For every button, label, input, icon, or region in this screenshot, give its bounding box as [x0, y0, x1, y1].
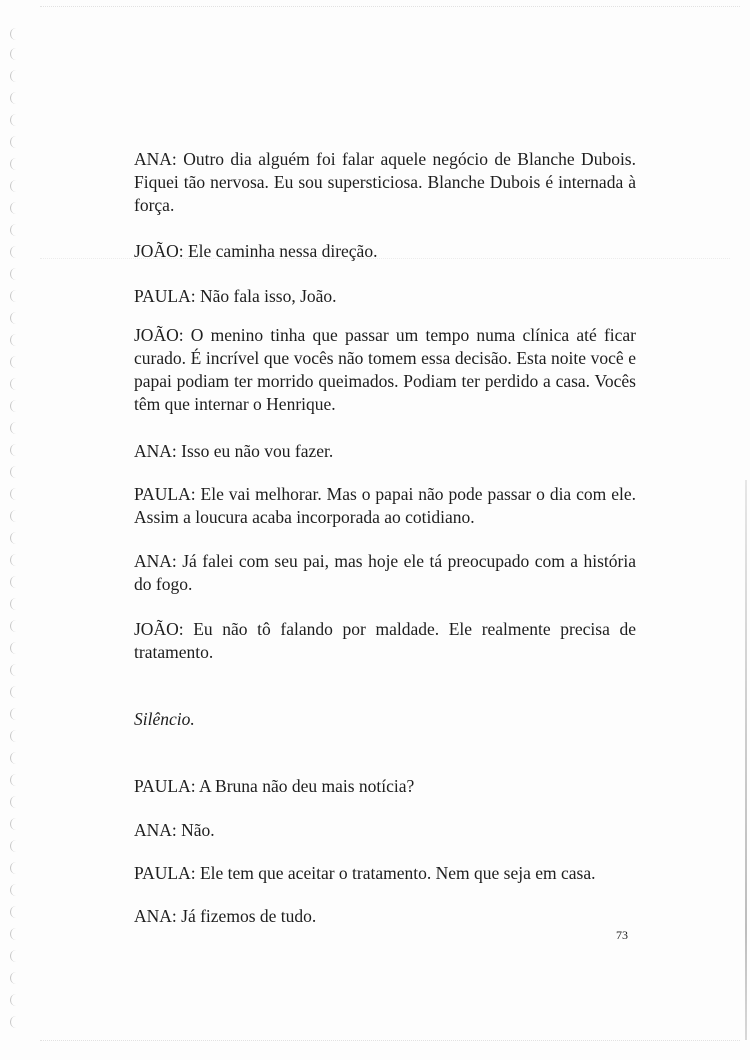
dialogue-paragraph: ANA: Não. [134, 820, 215, 840]
scan-top-edge [40, 6, 740, 8]
dialogue-paragraph: JOÃO: O menino tinha que passar um tempo numa clínica até ficar curado. É incrível que vocês não tomem essa decisão. Esta noite você e papai podiam ter morrido queimados. Podiam ter perdido a casa. Vocês têm que internar o Henrique. [134, 325, 636, 414]
binding-holes [0, 20, 34, 1040]
dialogue-paragraph: PAULA: Não fala isso, João. [134, 286, 337, 306]
dialogue-paragraph: ANA: Já falei com seu pai, mas hoje ele tá preocupado com a história do fogo. [134, 551, 636, 594]
dialogue-paragraph: JOÃO: Eu não tô falando por maldade. Ele realmente precisa de tratamento. [134, 619, 636, 662]
dialogue-paragraph: JOÃO: Ele caminha nessa direção. [134, 241, 378, 261]
dialogue-paragraph: PAULA: Ele vai melhorar. Mas o papai não pode passar o dia com ele. Assim a loucura acaba incorporada ao cotidiano. [134, 484, 636, 527]
scan-right-edge [745, 480, 747, 1040]
dialogue-paragraph: ANA: Outro dia alguém foi falar aquele negócio de Blanche Dubois. Fiquei tão nervosa. Eu sou supersticiosa. Blanche Dubois é internada à força. [134, 149, 636, 215]
dialogue-paragraph: ANA: Isso eu não vou fazer. [134, 441, 334, 461]
stage-direction: Silêncio. [134, 709, 195, 729]
dialogue-paragraph: ANA: Já fizemos de tudo. [134, 906, 317, 926]
dialogue-paragraph: PAULA: A Bruna não deu mais notícia? [134, 776, 415, 796]
scan-bottom-edge [40, 1040, 740, 1042]
page-number: 73 [616, 928, 628, 942]
dialogue-paragraph: PAULA: Ele tem que aceitar o tratamento. Nem que seja em casa. [134, 863, 596, 883]
